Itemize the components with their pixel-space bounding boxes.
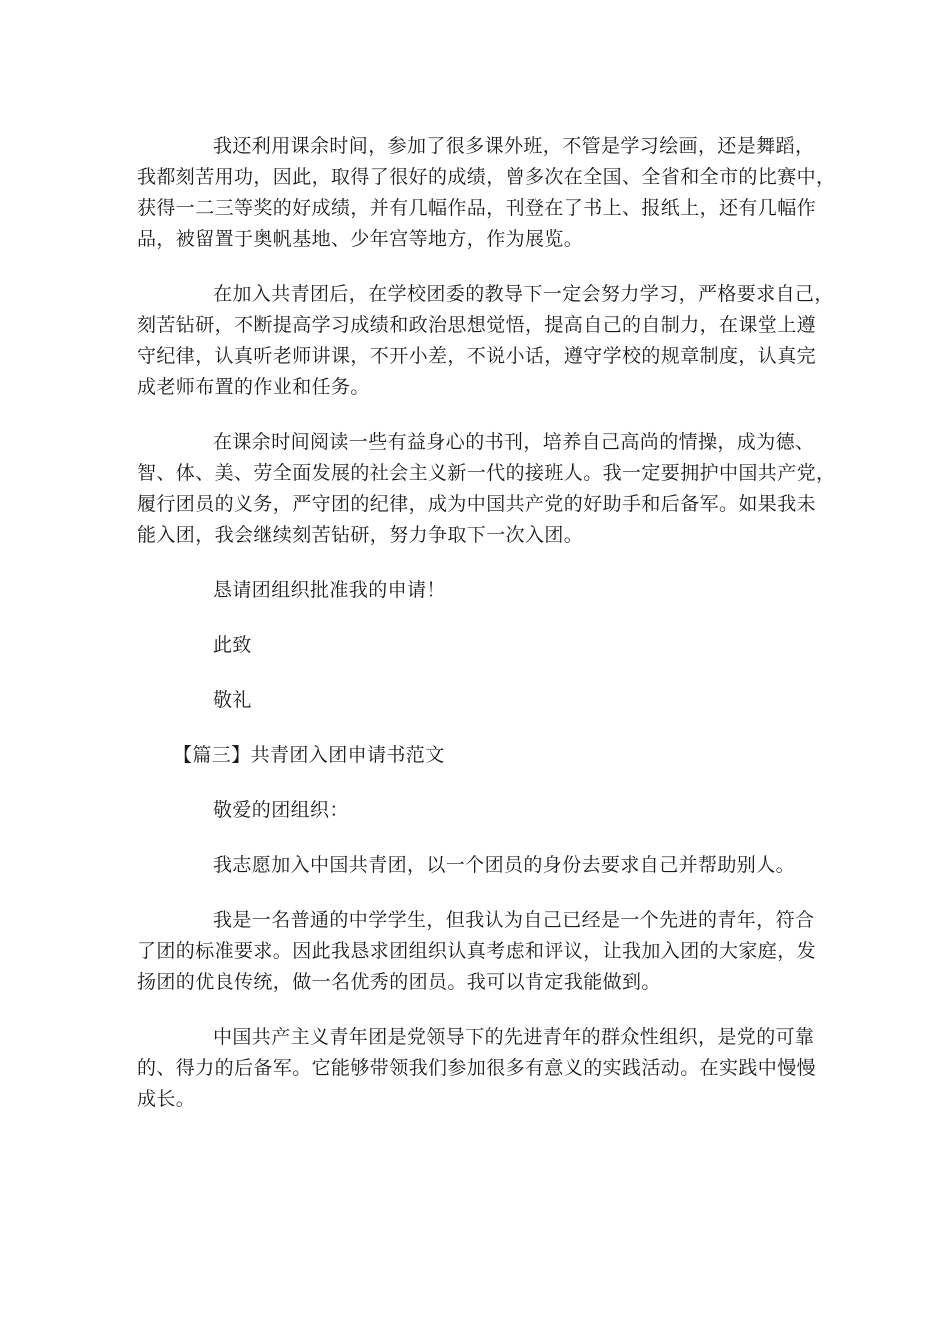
paragraph-extracurricular — [137, 131, 836, 255]
document-page — [137, 131, 836, 1115]
text-line: 刻苦钻研，不断提高学习成绩和政治思想觉悟，提高自己的自制力，在课堂上遵 — [137, 314, 817, 336]
paragraph-reading — [137, 427, 836, 551]
text-line: 在课余时间阅读一些有益身心的书刊，培养自己高尚的情操，成为德、 — [213, 431, 815, 453]
text-line: 成长。 — [137, 1088, 196, 1110]
text-line: 了团的标准要求。因此我恳求团组织认真考虑和评议，让我加入团的大家庭，发 — [137, 940, 817, 962]
closing-line-2: 敬礼 — [213, 689, 252, 711]
salutation: 敬爱的团组织： — [213, 799, 349, 821]
text-line: 我都刻苦用功，因此，取得了很好的成绩，曾多次在全国、全省和全市的比赛中， — [137, 166, 836, 188]
paragraph-after-joining — [137, 279, 834, 403]
text-line: 我是一名普通的中学学生，但我认为自己已经是一个先进的青年，符合 — [213, 909, 815, 931]
text-line: 品，被留置于奥帆基地、少年宫等地方，作为展览。 — [137, 228, 584, 250]
text-line: 在加入共青团后，在学校团委的教导下一定会努力学习，严格要求自己， — [213, 283, 834, 305]
closing-line-1: 此致 — [213, 634, 252, 656]
text-line: 的、得力的后备军。它能够带领我们参加很多有意义的实践活动。在实践中慢慢 — [137, 1057, 817, 1079]
paragraph-youth-league — [137, 1022, 817, 1115]
text-line: 成老师布置的作业和任务。 — [137, 376, 370, 398]
section-heading: 【篇三】共青团入团申请书范文 — [173, 744, 445, 766]
request-line: 恳请团组织批准我的申请！ — [213, 579, 446, 601]
text-line: 守纪律，认真听老师讲课，不开小差，不说小话，遵守学校的规章制度，认真完 — [137, 345, 817, 367]
text-line: 我还利用课余时间，参加了很多课外班，不管是学习绘画，还是舞蹈， — [213, 135, 815, 157]
text-line: 扬团的优良传统，做一名优秀的团员。我可以肯定我能做到。 — [137, 971, 661, 993]
intro-line: 我志愿加入中国共青团，以一个团员的身份去要求自己并帮助别人。 — [213, 854, 796, 876]
text-line: 履行团员的义务，严守团的纪律，成为中国共产党的好助手和后备军。如果我未 — [137, 493, 817, 515]
paragraph-ordinary-student — [137, 905, 817, 998]
text-line: 智、体、美、劳全面发展的社会主义新一代的接班人。我一定要拥护中国共产党， — [137, 462, 836, 484]
text-line: 获得一二三等奖的好成绩，并有几幅作品，刊登在了书上、报纸上，还有几幅作 — [137, 197, 817, 219]
text-line: 中国共产主义青年团是党领导下的先进青年的群众性组织，是党的可靠 — [213, 1026, 815, 1048]
text-line: 能入团，我会继续刻苦钻研，努力争取下一次入团。 — [137, 524, 584, 546]
